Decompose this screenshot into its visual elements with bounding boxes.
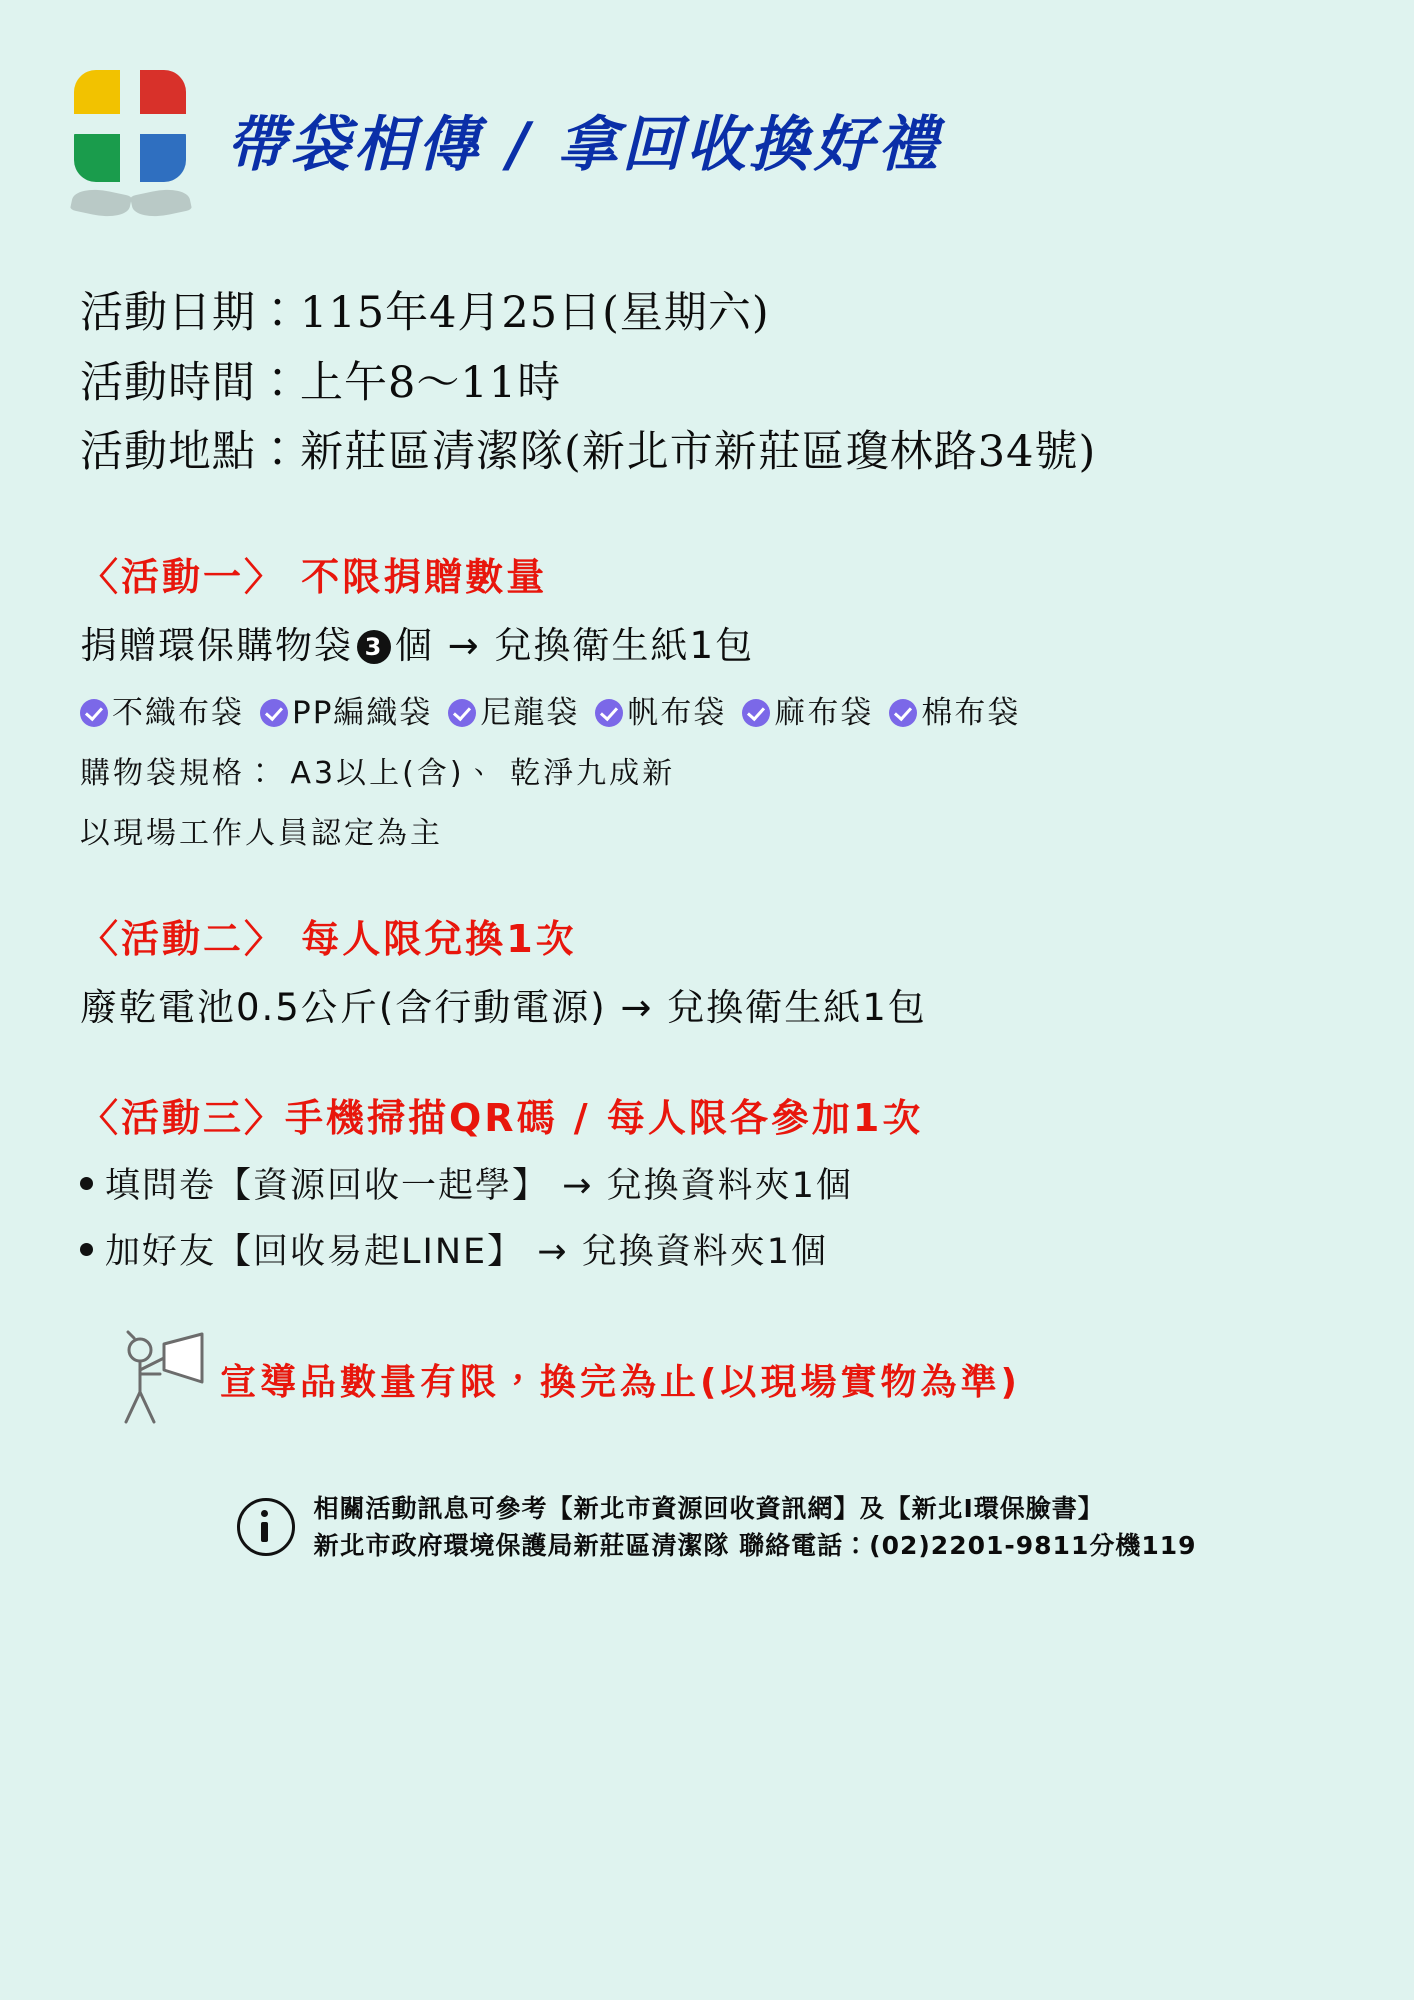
check-circle-icon	[889, 699, 917, 727]
poster-header	[0, 0, 1414, 237]
megaphone-person-icon	[110, 1330, 220, 1430]
bag-item	[80, 687, 244, 732]
activity-one-count-badge: 3	[357, 630, 391, 664]
activity-three-item-survey	[80, 1158, 1414, 1208]
accepted-bag-list	[80, 687, 1414, 732]
info-icon	[237, 1498, 295, 1556]
bag-item	[742, 687, 873, 732]
bag-item	[260, 687, 432, 732]
new-taipei-city-emblem-icon	[60, 52, 200, 237]
bag-label: 棉布袋	[921, 694, 1021, 731]
supply-warning-text: 宣導品數量有限，換完為止(以現場實物為準)	[220, 1362, 1021, 1404]
activity-one-section	[80, 546, 1414, 852]
event-date-line: 活動日期：115年4月25日(星期六)	[80, 288, 770, 338]
bag-item	[889, 687, 1020, 732]
bag-item	[448, 687, 579, 732]
bag-label: 不織布袋	[112, 694, 244, 731]
activity-three-section	[80, 1087, 1414, 1274]
activity-one-heading: 〈活動一〉 不限捐贈數量	[80, 554, 548, 599]
activity-two-heading: 〈活動二〉 每人限兌換1次	[80, 916, 577, 961]
check-circle-icon	[260, 699, 288, 727]
footer-contact-line: 新北市政府環境保護局新莊區清潔隊 聯絡電話：(02)2201-9811分機119	[313, 1531, 1197, 1561]
activity-three-heading: 〈活動三〉手機掃描QR碼 / 每人限各參加1次	[80, 1095, 924, 1140]
page-title: 帶袋相傳 / 拿回收換好禮	[226, 109, 942, 180]
activity-three-item-survey-label: 填問卷【資源回收一起學】 → 兌換資料夾1個	[105, 1165, 853, 1206]
emblem-petal-green	[74, 130, 126, 182]
check-circle-icon	[742, 699, 770, 727]
poster-footer	[0, 1490, 1414, 1565]
bag-label: 帆布袋	[627, 694, 727, 731]
activity-one-main-before: 捐贈環保購物袋	[80, 623, 353, 667]
activity-three-item-line-label: 加好友【回收易起LINE】 → 兌換資料夾1個	[105, 1231, 828, 1272]
footer-text-block	[313, 1490, 1196, 1565]
bag-label: 尼龍袋	[480, 694, 580, 731]
bullet-dot-icon	[80, 1177, 93, 1190]
activity-three-item-line	[80, 1224, 1414, 1274]
activity-one-main-rule	[80, 615, 1414, 669]
activity-two-main-rule: 廢乾電池0.5公斤(含行動電源) → 兌換衛生紙1包	[80, 985, 927, 1029]
check-circle-icon	[448, 699, 476, 727]
bullet-dot-icon	[80, 1243, 93, 1256]
activity-one-main-after: 個 → 兌換衛生紙1包	[395, 623, 755, 667]
bag-label: PP編織袋	[292, 694, 433, 731]
event-place-line: 活動地點：新莊區清潔隊(新北市新莊區瓊林路34號)	[80, 427, 1097, 478]
check-circle-icon	[595, 699, 623, 727]
activity-two-section	[80, 908, 1414, 1031]
event-info-block	[80, 279, 1414, 488]
supply-warning-row	[110, 1330, 1414, 1430]
footer-reference-line: 相關活動訊息可參考【新北市資源回收資訊網】及【新北I環保臉書】	[313, 1493, 1104, 1523]
emblem-cross-horizontal	[68, 114, 192, 134]
bag-item	[595, 687, 726, 732]
event-time-line: 活動時間：上午8～11時	[80, 357, 562, 408]
check-circle-icon	[80, 699, 108, 727]
staff-judgement-note: 以現場工作人員認定為主	[80, 815, 443, 851]
bag-label: 麻布袋	[774, 694, 874, 731]
emblem-petal-blue	[134, 130, 186, 182]
bag-spec-note: 購物袋規格： A3以上(含)、 乾淨九成新	[80, 755, 676, 791]
